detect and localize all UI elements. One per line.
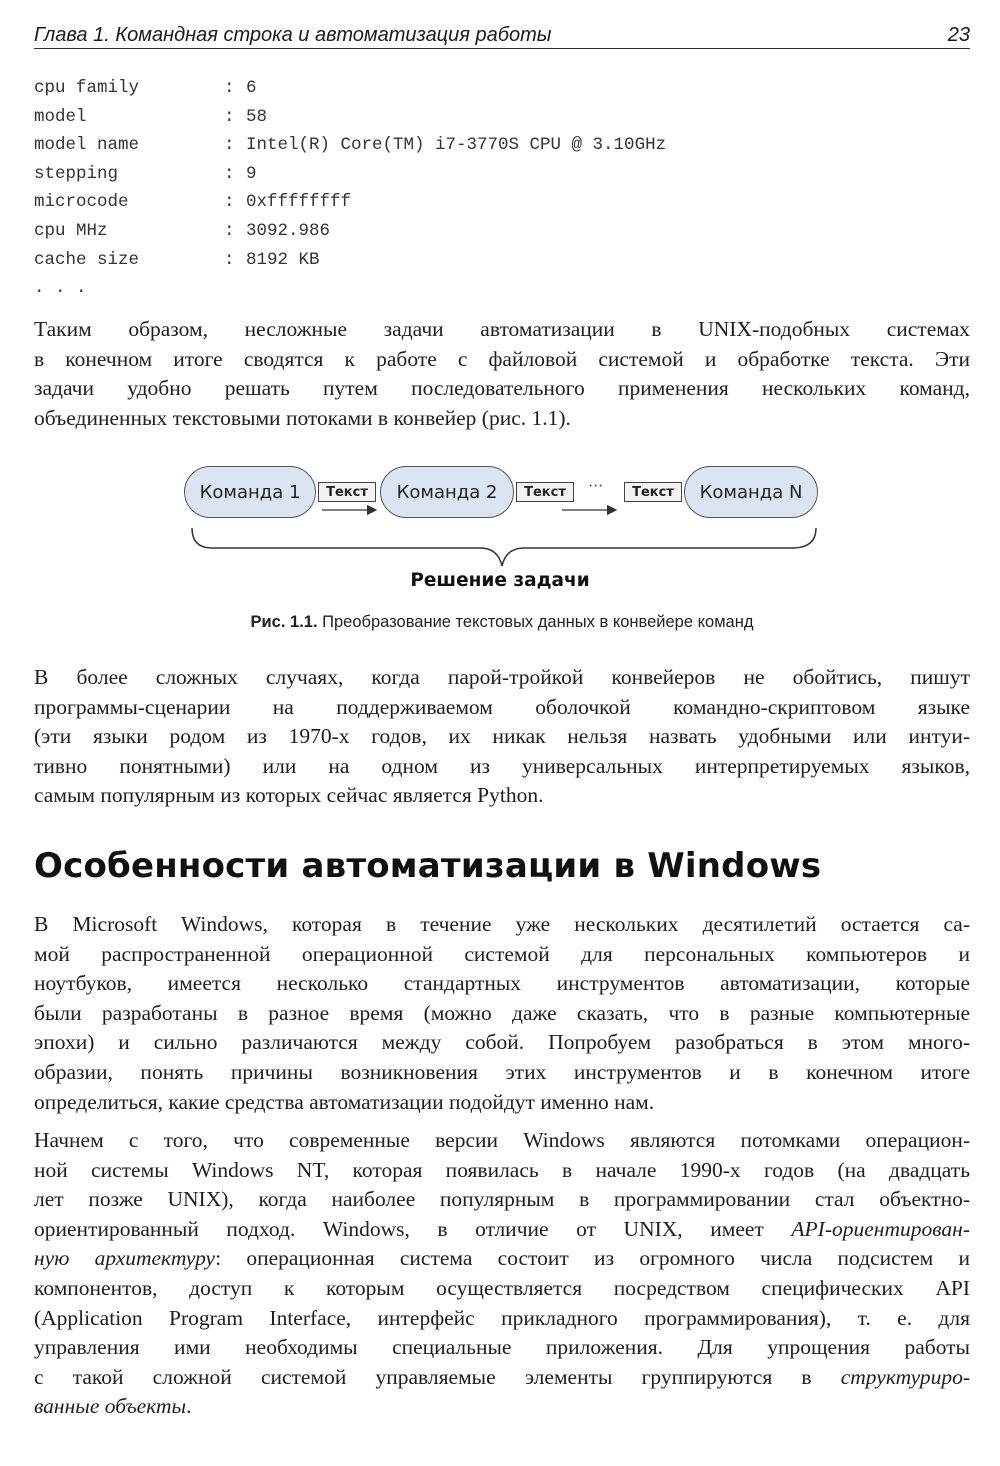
code-separator: : — [224, 78, 235, 98]
text-line: Начнем с того, что современные версии Windows являются потомками операцион- — [34, 1128, 970, 1152]
text-line: образии, понять причины возникновения этих инструментов и в конечном итоге — [34, 1059, 970, 1084]
code-value: 3092.986 — [246, 220, 331, 241]
code-row — [34, 103, 970, 132]
paragraph-scripts — [34, 663, 970, 811]
text-line: самым популярным из которых сейчас является Python. — [34, 783, 544, 808]
code-separator: : — [224, 192, 235, 213]
text-line: определиться, какие средства автоматизации подойдут именно нам. — [34, 1089, 655, 1114]
code-listing — [34, 74, 970, 303]
italic-term: структуриро- — [840, 1364, 970, 1389]
code-key: stepping — [34, 163, 119, 184]
code-separator: : — [224, 135, 235, 156]
text-run: : операционная система состоит из огромного числа подсистем и — [215, 1246, 970, 1271]
command-n-node: Команда N — [684, 466, 818, 518]
italic-term: ванные объекты — [34, 1394, 187, 1419]
code-separator: : — [224, 163, 235, 184]
text-line: (Application Program Interface, интерфейс прикладного программирования), т. е. для — [34, 1305, 970, 1330]
text-line: ной системы Windows NT, которая появилась в начале 1990-х годов (на двадцать — [34, 1157, 970, 1182]
text-line — [34, 1363, 970, 1393]
italic-term: API-ориентирован- — [791, 1216, 970, 1241]
text-run: ориентированный подход. Windows, в отличие от UNIX, имеет — [34, 1216, 792, 1241]
code-value: 8192 KB — [246, 249, 320, 270]
paragraph-nt — [34, 1126, 970, 1422]
text-line: управления ими необходимы специальные приложения. Для упрощения работы — [34, 1335, 970, 1360]
text-line: задачи удобно решать путем последовательного применения нескольких команд, — [34, 376, 970, 401]
text-line: Таким образом, несложные задачи автоматизации в UNIX-подобных системах — [34, 317, 970, 341]
code-ellipsis: . . . — [34, 278, 87, 299]
figure-caption — [34, 613, 970, 632]
italic-term: ную архитектуру — [34, 1246, 216, 1271]
code-row — [34, 74, 970, 103]
text-line — [34, 1392, 970, 1422]
caption-label: Рис. 1.1. — [250, 613, 318, 631]
brace — [192, 528, 816, 566]
text-line: В более сложных случаях, когда парой-тройкой конвейеров не обойтись, пишут — [34, 665, 970, 689]
code-row — [34, 131, 970, 160]
text-line: были разработаны в разное время (можно даже сказать, что в разные компьютерные — [34, 1000, 970, 1025]
code-key: microcode — [34, 192, 129, 213]
page-header — [34, 24, 970, 49]
command-1-node: Команда 1 — [184, 466, 316, 518]
code-value: Intel(R) Core(TM) i7-3770S CPU @ 3.10GHz — [246, 135, 667, 156]
text-line: мой распространенной операционной системой для персональных компьютеров и — [34, 941, 970, 966]
solution-label: Решение задачи — [410, 570, 590, 591]
text-line: лет позже UNIX), когда наиболее популярным в программировании стал объектно- — [34, 1187, 970, 1212]
code-separator: : — [224, 106, 235, 127]
code-row — [34, 246, 970, 275]
code-key: model name — [34, 135, 140, 156]
figure-lines — [180, 458, 820, 568]
code-key: cpu MHz — [34, 220, 108, 241]
pipeline-figure — [180, 458, 820, 598]
text-line: тивно понятными) или на одном из универсальных интерпретируемых языков, — [34, 753, 970, 778]
text-line: (эти языки родом из 1970-х годов, их никак нельзя назвать удобными или интуи- — [34, 724, 970, 749]
code-row — [34, 160, 970, 189]
code-key: model — [34, 106, 87, 127]
code-row — [34, 188, 970, 217]
code-key: cpu family — [34, 78, 140, 98]
code-value: 58 — [246, 106, 268, 127]
text-line: объединенных текстовыми потоками в конвейер (рис. 1.1). — [34, 405, 571, 430]
caption-text: Преобразование текстовых данных в конвейере команд — [322, 613, 754, 631]
text-line: в конечном итоге сводятся к работе с файловой системой и обработке текста. Эти — [34, 346, 970, 371]
section-heading: Особенности автоматизации в Windows — [34, 846, 822, 886]
text-line: ноутбуков, имеется несколько стандартных инструментов автоматизации, которые — [34, 971, 970, 996]
code-value: 9 — [246, 163, 257, 184]
code-key: cache size — [34, 249, 140, 270]
code-separator: : — [224, 220, 235, 241]
text-label-2: Текст — [516, 482, 574, 502]
chapter-title: Глава 1. Командная строка и автоматизация работы — [34, 24, 552, 46]
page-number: 23 — [947, 24, 970, 46]
text-line: В Microsoft Windows, которая в течение уже нескольких десятилетий остается са- — [34, 912, 970, 936]
code-value: 0xffffffff — [246, 192, 352, 213]
command-2-node: Команда 2 — [380, 466, 514, 518]
text-line — [34, 1215, 970, 1245]
paragraph-windows — [34, 910, 970, 1117]
text-line — [34, 1244, 970, 1274]
text-label-1: Текст — [318, 482, 376, 502]
text-run: . — [186, 1394, 192, 1419]
text-label-3: Текст — [624, 482, 682, 502]
text-line: эпохи) и сильно различаются между собой. Попробуем разобраться в этом много- — [34, 1030, 970, 1055]
ellipsis-dots: ··· — [588, 476, 604, 495]
paragraph-intro — [34, 315, 970, 433]
code-row — [34, 217, 970, 246]
text-run: с такой сложной системой управляемые элементы группируются в — [34, 1364, 841, 1389]
text-line: компонентов, доступ к которым осуществляется посредством специфических API — [34, 1275, 970, 1300]
code-separator: : — [224, 249, 235, 270]
code-value: 6 — [246, 78, 257, 98]
text-line: программы-сценарии на поддерживаемом оболочкой командно-скриптовом языке — [34, 694, 970, 719]
